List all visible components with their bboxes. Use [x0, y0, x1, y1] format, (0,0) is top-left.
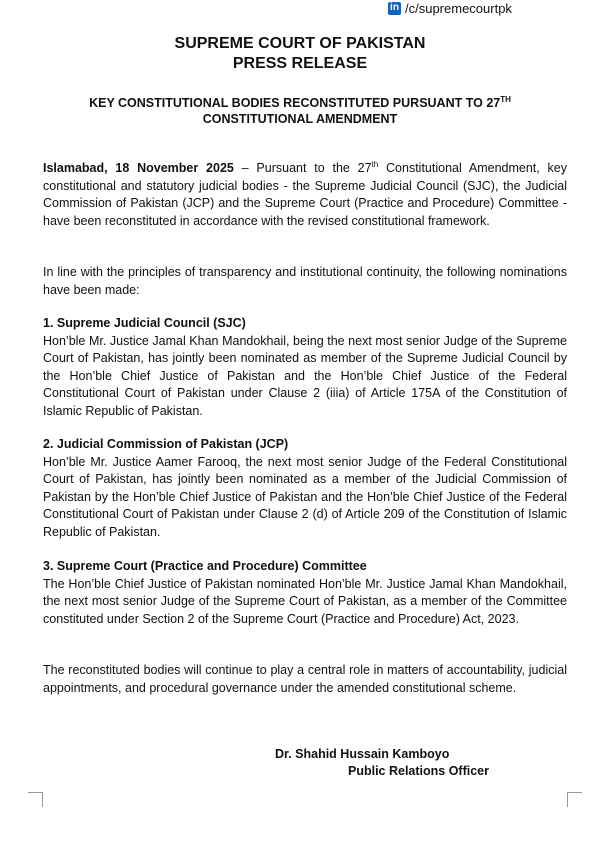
- section-title: 3. Supreme Court (Practice and Procedure) Committee: [43, 559, 367, 573]
- page-corner-mark-left: [28, 792, 43, 807]
- section-jcp: [43, 436, 567, 541]
- heading-line2: CONSTITUTIONAL AMENDMENT: [202, 112, 398, 126]
- document-header: [0, 34, 600, 74]
- signatory-name: Dr. Shahid Hussain Kamboyo: [275, 747, 450, 761]
- court-name: SUPREME COURT OF PAKISTAN: [174, 35, 426, 52]
- section-text: Hon’ble Mr. Justice Jamal Khan Mandokhail, being the next most senior Judge of the Supreme Court of Pakistan, has jointly been nominated as member of the Supreme Judicial Council by the Hon’ble Chief Justice of Pakistan and the Hon’ble Chief Justice of the Federal Constitutional Court of Pakistan under Clause 2 (iiia) of Article 175A of the Constitution of Islamic Republic of Pakistan.: [43, 333, 567, 418]
- linkedin-icon: in: [388, 2, 401, 15]
- social-handle[interactable]: [388, 0, 512, 16]
- page-corner-mark-right: [567, 792, 582, 807]
- signatory-title: Public Relations Officer: [348, 764, 490, 778]
- section-title: 2. Judicial Commission of Pakistan (JCP): [43, 437, 289, 451]
- section-title: 1. Supreme Judicial Council (SJC): [43, 316, 246, 330]
- heading-superscript: TH: [500, 94, 511, 104]
- heading-line1: KEY CONSTITUTIONAL BODIES RECONSTITUTED PURSUANT TO 27: [89, 96, 501, 110]
- closing-paragraph: [43, 662, 567, 697]
- intro-superscript: th: [371, 159, 379, 169]
- dateline: Islamabad, 18 November 2025: [43, 161, 234, 175]
- section-text: The Hon’ble Chief Justice of Pakistan nominated Hon’ble Mr. Justice Jamal Khan Mandokhail, the next most senior Judge of the Supreme Court of Pakistan, as a member of the Committee constituted under Section 2 of the Supreme Court (Practice and Procedure) Act, 2023.: [43, 576, 567, 626]
- press-release-heading: [60, 95, 540, 127]
- document-type: PRESS RELEASE: [232, 55, 368, 72]
- nominations-paragraph: [43, 264, 567, 299]
- intro-text-a: – Pursuant to the 27: [233, 161, 372, 175]
- intro-text-b: Constitutional Amendment, key constitutional and statutory judicial bodies - the Supreme Judicial Council (SJC), the Judicial Commission of Pakistan (JCP) and the Supreme Court (Practice and Procedure) Committee - have been reconstituted in accordance with the revised constitutional framework.: [43, 161, 567, 228]
- section-sjc: [43, 315, 567, 420]
- section-committee: [43, 558, 567, 628]
- intro-paragraph: [43, 160, 567, 230]
- social-handle-text: /c/supremecourtpk: [405, 0, 512, 16]
- section-text: Hon’ble Mr. Justice Aamer Farooq, the next most senior Judge of the Federal Constitutional Court of Pakistan, has jointly been nominated as a member of the Judicial Commission of Pakistan by the Hon’ble Chief Justice of Pakistan and the Hon’ble Chief Justice of the Federal Constitutional Court of Pakistan under Clause 2 (d) of Article 209 of the Constitution of Islamic Republic of Pakistan.: [43, 454, 567, 539]
- nominations-text: In line with the principles of transparency and institutional continuity, the following nominations have been made:: [43, 265, 567, 297]
- closing-text: The reconstituted bodies will continue to play a central role in matters of accountability, judicial appointments, and procedural governance under the amended constitutional scheme.: [43, 663, 567, 695]
